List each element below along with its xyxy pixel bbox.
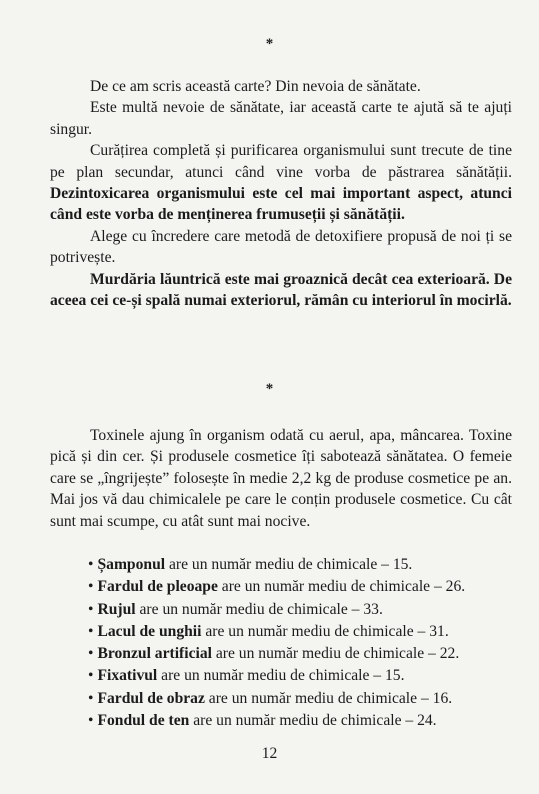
cleansing-emphasis: Dezintoxicarea organismului este cel mai important aspect, atunci când este vorba de menținerea frumuseții și sănătății.	[50, 185, 512, 224]
bullet: •	[88, 578, 94, 596]
product-detail: are un număr mediu de chimicale – 33.	[135, 600, 383, 618]
product-name: Lacul de unghii	[97, 622, 202, 640]
paragraph-need-health: Este multă nevoie de sănătate, iar această carte te ajută să te ajuți singur.	[50, 99, 512, 138]
bullet: •	[88, 600, 94, 618]
bullet: •	[88, 622, 94, 640]
bullet: •	[88, 712, 94, 730]
list-item	[88, 688, 518, 710]
inner-dirt-emphasis: Murdăria lăuntrică este mai groaznică decât cea exterioară. De aceea cei ce-și spală numai exteriorul, rămân cu interiorul în mocirlă.	[50, 270, 512, 310]
cleansing-text: Curățirea completă și purificarea organismului sunt trecute de tine pe plan secundar, atunci când vine vorba de păstrarea sănătății.	[50, 142, 512, 181]
section-separator-mid: *	[265, 381, 274, 397]
chemicals-list	[88, 554, 518, 732]
list-item	[88, 643, 518, 665]
product-name: Rujul	[97, 600, 136, 618]
bullet: •	[88, 645, 94, 663]
product-detail: are un număr mediu de chimicale – 24.	[189, 712, 437, 730]
list-item	[88, 554, 518, 576]
paragraph-why-book: De ce am scris această carte? Din nevoia de sănătate.	[90, 78, 421, 95]
product-detail: are un număr mediu de chimicale – 31.	[201, 622, 449, 640]
product-detail: are un număr mediu de chimicale – 15.	[165, 556, 413, 573]
list-item	[88, 665, 518, 687]
bullet: •	[88, 556, 94, 573]
product-name: Fixativul	[97, 667, 158, 685]
product-detail: are un număr mediu de chimicale – 15.	[157, 667, 405, 685]
list-item	[88, 621, 518, 643]
list-item	[88, 599, 518, 621]
paragraph-cleansing	[50, 140, 512, 226]
section-separator-top: *	[265, 36, 274, 52]
intro-block	[50, 76, 512, 311]
product-name: Fardul de pleoape	[97, 578, 218, 596]
product-name: Șamponul	[97, 556, 166, 573]
bullet: •	[88, 667, 94, 685]
paragraph-toxins: Toxinele ajung în organism odată cu aerul, apa, mâncarea. Toxine pică și din cer. Și produsele cosmetice îți sabotează sănătatea. O femeie care se „îngrijește” folosește în medie 2,2 kg de produse cosmetice pe an. Mai jos vă dau chimicalele pe care le conțin produsele cosmetice. Cu cât sunt mai scumpe, cu atât sunt mai nocive.	[50, 427, 512, 530]
page-number: 12	[261, 745, 278, 762]
bullet: •	[88, 689, 94, 707]
list-item	[88, 576, 518, 598]
toxins-block	[50, 425, 512, 532]
paragraph-inner-dirt	[50, 269, 512, 312]
product-detail: are un număr mediu de chimicale – 22.	[211, 645, 460, 663]
product-name: Fondul de ten	[97, 712, 190, 730]
list-item	[88, 710, 518, 732]
product-detail: are un număr mediu de chimicale – 16.	[204, 689, 453, 707]
product-detail: are un număr mediu de chimicale – 26.	[217, 578, 466, 596]
paragraph-choose-method: Alege cu încredere care metodă de detoxifiere propusă de noi ți se potrivește.	[50, 227, 512, 267]
product-name: Fardul de obraz	[97, 689, 205, 707]
product-name: Bronzul artificial	[97, 645, 212, 663]
